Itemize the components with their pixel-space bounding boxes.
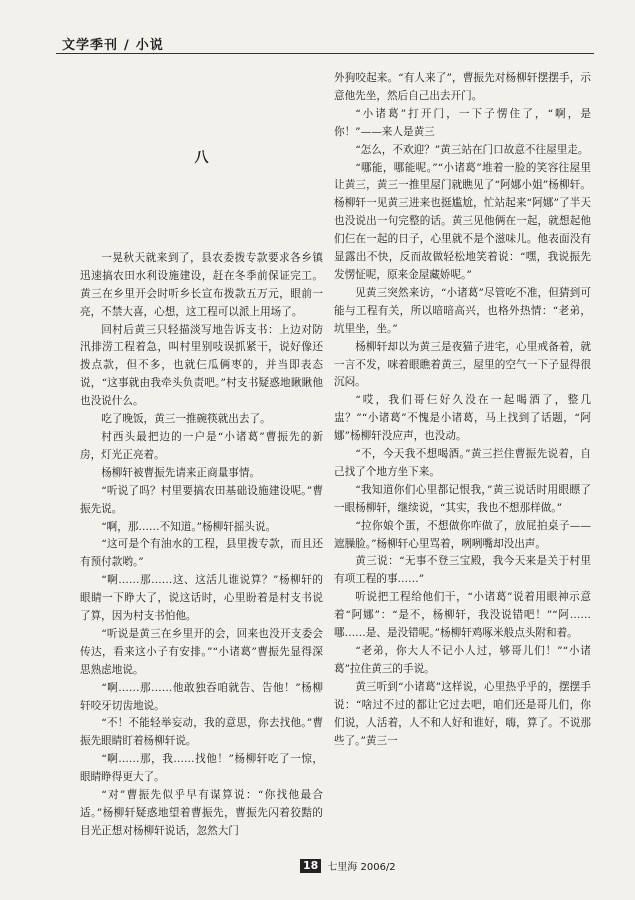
paragraph: 一晃秋天就来到了，县农委拨专款要求各乡镇迅速搞农田水利设施建设，赶在冬季前保证完工。黄三在乡里开会时听乡长宣布拨款五万元，眼前一亮，不禁大喜，心想，这工程可以派上用场了。 (80, 251, 323, 318)
header-rule (56, 53, 594, 54)
paragraph: “听说了吗？村里要搞农田基础设施建设呢。”曹振先说。 (80, 484, 323, 515)
paragraph: “哎，我们哥仨好久没在一起喝酒了，整几盅？”“小诸葛”不愧是小诸葛，马上找到了话题，“阿娜”杨柳轩没应声，也没动。 (334, 394, 591, 443)
paragraph: 杨柳轩却以为黄三是夜猫子进宅，心里戒备着，就一言不发，咪着眼瞧着黄三，屋里的空气一下子显得很沉闷。 (334, 340, 591, 389)
paragraph: “啊……那……他敢独吞咱就告、告他！”杨柳轩咬牙切齿地说。 (80, 681, 323, 712)
paragraph: “不，今天我不想喝酒。”黄三拦住曹振先说着，自己找了个地方坐下来。 (334, 448, 591, 478)
paragraph: “拉你娘个蛋，不想做你咋做了，放屁拍桌子——遮臊脸。”杨柳轩心里骂着，咧咧嘴却没出声。 (334, 519, 591, 550)
paragraph: 黄三听到“小诸葛”这样说，心里热乎乎的，摆摆手说：“啥过不过的都让它过去吧，咱们还是哥儿们，你们说，人活着，人不和人好和谁好，嗨，算了。不说那些了。”黄三一 (334, 680, 591, 747)
paragraph: 村西头最把边的一户是“小诸葛”曹振先的新房，灯光正亮着。 (80, 430, 323, 461)
paragraph: 杨柳轩被曹振先请来正商量事情。 (101, 466, 261, 479)
header-separator: / (124, 38, 130, 53)
left-column (80, 70, 323, 841)
journal-name: 文学季刊 (62, 38, 119, 53)
paragraph: “我知道你们心里都记恨我，”黄三说话时用眼瞟了一眼杨柳轩，继续说，“其实，我也不想那样做。” (334, 483, 591, 514)
paragraph: “小诸葛”打开门，一下子愣住了，“啊，是你！”——来人是黄三 (334, 107, 591, 138)
journal-issue: 七里海 2006/2 (327, 862, 396, 873)
paragraph: “怎么，不欢迎？”黄三站在门口故意不往屋里走。 (355, 143, 589, 156)
paragraph: 黄三说：“无事不登三宝殿，我今天来是关于村里有项工程的事……” (334, 555, 591, 586)
page-number: 18 (300, 859, 321, 873)
paragraph: “这可是个有油水的工程，县里拨专款，而且还有预付款哟。” (80, 538, 323, 569)
journal-header (62, 34, 164, 53)
page-footer (300, 858, 396, 873)
paragraph: 听说把工程给他们干，“小诸葛”说着用眼神示意着“阿娜”：“是不，杨柳轩，我没说错吧！”“阿……哪……是、是没错呢。”杨柳轩鸡啄米般点头附和着。 (334, 591, 591, 640)
paragraph: “啊……那……这、这活儿谁说算？”杨柳轩的眼睛一下睁大了，说这话时，心里盼着是村支书说了算，因为村支书怕他。 (80, 574, 323, 623)
journal-category: 小说 (135, 38, 164, 53)
paragraph: 回村后黄三只轻描淡写地告诉支书：上边对防汛排涝工程着急，叫村里别吱误抓紧干，说好像还拨点款，但不多，也就仨瓜俩枣的，并当即表态说，“这事就由我牵头负责吧。”村支书疑惑地瞅瞅他也没说什么。 (80, 323, 323, 408)
paragraph: “不！不能轻举妄动，我的意思，你去找他。”曹振先眼睛盯着杨柳轩说。 (80, 717, 323, 748)
paragraph: “对”曹振先似乎早有谋算说：“你找他最合适。”杨柳轩疑惑地望着曹振先，曹振先闪着狡黠的目光正想对杨柳轩说话，忽然大门 (80, 789, 323, 837)
paragraph: “老弟，你大人不记小人过，够哥儿们！”“小诸葛”拉住黄三的手说。 (334, 645, 591, 675)
paragraph-continued: 外狗咬起来。“有人来了”，曹振先对杨柳轩摆摆手，示意他先坐，然后自己出去开门。 (334, 72, 591, 102)
paragraph: “哪能，哪能呢。”“小诸葛”堆着一脸的笑容往屋里让黄三，黄三一推里屋门就瞧见了“阿娜小姐”杨柳轩。杨柳轩一见黄三进来也挺尴尬，忙站起来“阿娜”了半天也没说出一句完整的话。黄三见他俩在一起，就想起他们仨在一起的日子，心里就不是个滋味儿。他表面没有显露出不快，反而故做轻松地笑着说：“嘿，我说振先发愣怔呢，原来金屋藏娇呢。” (334, 161, 591, 281)
right-column (334, 70, 591, 750)
section-number: 八 (194, 150, 209, 166)
paragraph: 见黄三突然来访，“小诸葛”尽管吃不准，但猜到可能与工程有关，所以暗暗高兴，也格外热情：“老弟，坑里坐，坐。” (334, 286, 591, 335)
paragraph: “啊，那……不知道。”杨柳轩摇头说。 (101, 520, 277, 533)
paragraph: “啊……那，我……找他！”杨柳轩吃了一惊，眼睛睁得更大了。 (80, 753, 323, 784)
paragraph: 吃了晚饭，黄三一推碗筷就出去了。 (101, 413, 271, 426)
paragraph: “听说是黄三在乡里开的会，回来也没开支委会传达，看来这小子有安排。”“小诸葛”曹振先显得深思熟虑地说。 (80, 627, 323, 676)
